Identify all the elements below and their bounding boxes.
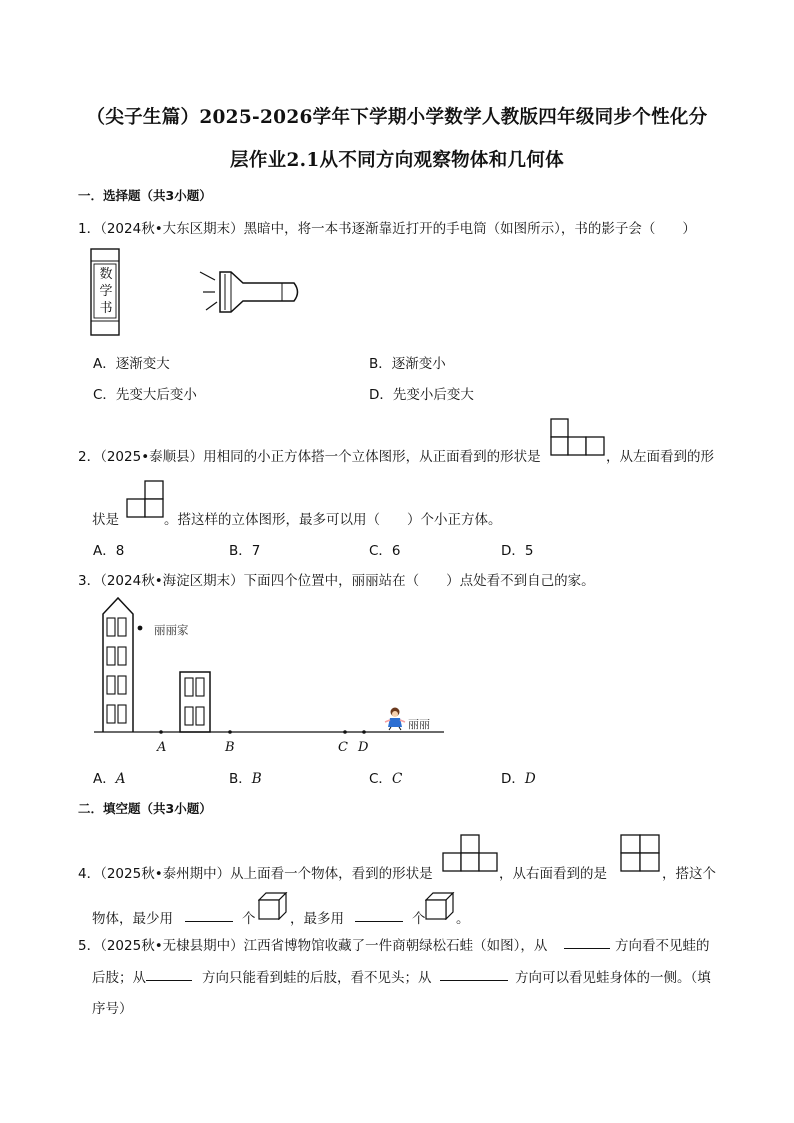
right-view-shape	[620, 834, 660, 872]
question-5-line3: 序号）	[92, 1001, 133, 1017]
question-4-line1-b: ，从右面看到的是	[499, 866, 607, 882]
home-dot	[138, 626, 143, 631]
q5-answer-3[interactable]	[440, 967, 508, 981]
home-label: 丽丽家	[154, 623, 189, 637]
cube-icon-1	[258, 892, 288, 920]
q2-option-c: C．6	[369, 543, 401, 559]
q5-answer-1[interactable]	[564, 935, 610, 949]
point-label-d: D	[358, 740, 369, 755]
page-title-line2: 层作业2.1从不同方向观察物体和几何体	[230, 150, 564, 171]
question-4-line2-c: ，最多用	[290, 911, 344, 927]
q2-option-b: B．7	[229, 543, 261, 559]
question-2-line1-b: ，从左面看到的形	[606, 449, 714, 465]
question-4-line2-d: 个	[412, 911, 426, 927]
question-3-text: 3．（2024秋•海淀区期末）下面四个位置中，丽丽站在（ ）点处看不到自己的家。	[78, 573, 595, 589]
front-view-shape	[550, 418, 605, 456]
q5-answer-2[interactable]	[146, 967, 192, 981]
question-4-line1-c: ，搭这个	[662, 866, 716, 882]
q3-option-a: A．A	[93, 771, 126, 787]
question-5-line1-a: 5．（2025秋•无棣县期中）江西省博物馆收藏了一件商朝绿松石蛙（如图），从	[78, 938, 548, 954]
question-4-line2-a: 物体，最少用	[92, 911, 173, 927]
cube-icon-2	[425, 892, 455, 920]
point-label-b: B	[225, 740, 235, 755]
buildings-figure	[90, 596, 450, 760]
question-2-line1-a: 2．（2025•泰顺县）用相同的小正方体搭一个立体图形，从正面看到的形状是	[78, 449, 541, 465]
q4-answer-max[interactable]	[355, 908, 403, 922]
q2-option-d: D．5	[501, 543, 534, 559]
question-5-line1-b: 方向看不见蛙的	[615, 938, 710, 954]
q1-option-b: B．逐渐变小	[369, 356, 446, 372]
person-label: 丽丽	[408, 718, 430, 731]
q1-option-d: D．先变小后变大	[369, 387, 474, 403]
question-4-line2-e: 。	[456, 911, 470, 927]
point-label-c: C	[338, 740, 348, 755]
q3-option-b: B．B	[229, 771, 262, 787]
q1-option-a: A．逐渐变大	[93, 356, 170, 372]
question-5-line2-c: 方向可以看见蛙身体的一侧。（填	[515, 970, 711, 986]
q4-answer-min[interactable]	[185, 908, 233, 922]
section-heading-fill: 二．填空题（共3小题）	[78, 801, 212, 816]
question-2-line2-a: 状是	[92, 512, 119, 528]
question-4-line2-b: 个	[242, 911, 256, 927]
question-4-line1-a: 4．（2025秋•泰州期中）从上面看一个物体，看到的形状是	[78, 866, 433, 882]
girl-icon	[385, 708, 405, 731]
question-2-line2-b: 。搭这样的立体图形，最多可以用（ ）个小正方体。	[164, 512, 502, 528]
book-label: 数 学 书	[99, 267, 113, 316]
page-title-line1: （尖子生篇）2025-2026学年下学期小学数学人教版四年级同步个性化分	[86, 107, 708, 128]
question-1-text: 1．（2024秋•大东区期末）黑暗中，将一本书逐渐靠近打开的手电筒（如图所示），书的影子会（ ）	[78, 221, 696, 237]
left-view-shape	[126, 480, 164, 518]
question-5-line2-b: 方向只能看到蛙的后肢，看不见头；从	[202, 970, 432, 986]
q1-option-c: C．先变大后变小	[93, 387, 197, 403]
q2-option-a: A．8	[93, 543, 125, 559]
flashlight-figure	[198, 266, 304, 320]
point-label-a: A	[157, 740, 167, 755]
q3-option-c: C．C	[369, 771, 403, 787]
question-5-line2-a: 后肢；从	[92, 970, 146, 986]
q3-option-d: D．D	[501, 771, 536, 787]
top-view-shape	[442, 834, 498, 872]
section-heading-choice: 一．选择题（共3小题）	[78, 188, 212, 203]
